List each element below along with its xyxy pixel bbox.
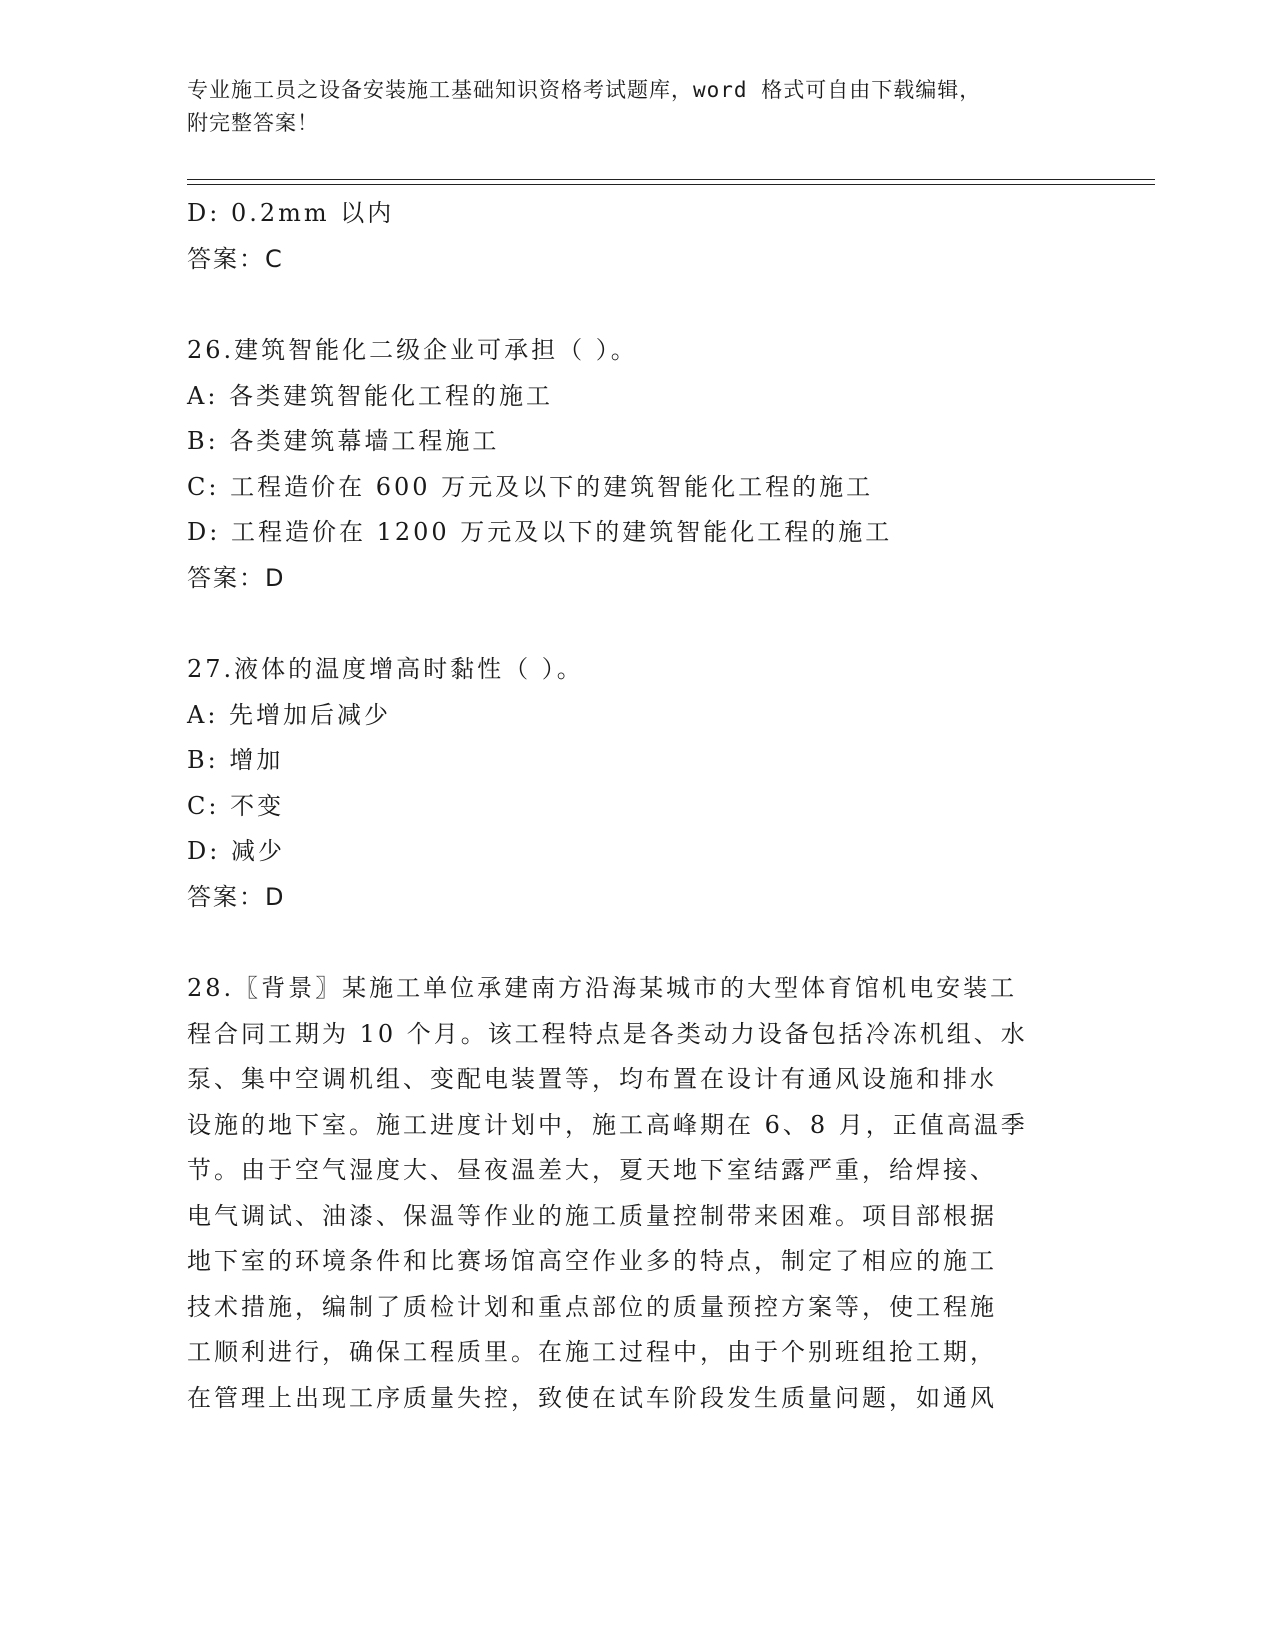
header-line-2: 附完整答案！	[187, 111, 319, 135]
question-stem: 26.建筑智能化二级企业可承担（ ）。	[187, 336, 638, 364]
answer-line: 答案：C	[187, 244, 284, 273]
option-d: D: 减少	[187, 837, 285, 865]
question-stem: 27.液体的温度增高时黏性（ ）。	[187, 655, 584, 683]
question-28	[187, 966, 1087, 1421]
answer-line: 答案：D	[187, 563, 286, 592]
paragraph-line: 泵、集中空调机组、变配电装置等，均布置在设计有通风设施和排水	[187, 1065, 997, 1093]
spacer	[187, 920, 1087, 966]
spacer	[187, 282, 1087, 328]
paragraph-line: 在管理上出现工序质量失控，致使在试车阶段发生质量问题，如通风	[187, 1383, 997, 1412]
option-c: C: 不变	[187, 791, 285, 820]
paragraph-line: 电气调试、油漆、保温等作业的施工质量控制带来困难。项目部根据	[187, 1201, 997, 1230]
header-divider-bottom	[187, 184, 1155, 185]
question-25-tail	[187, 191, 1087, 282]
question-26	[187, 328, 1087, 601]
paragraph-line: 节。由于空气湿度大、昼夜温差大，夏天地下室结露严重，给焊接、	[187, 1156, 997, 1184]
answer-line: 答案：D	[187, 882, 286, 911]
option-b: B: 各类建筑幕墙工程施工	[187, 427, 500, 455]
question-27	[187, 647, 1087, 920]
option-a: A: 各类建筑智能化工程的施工	[187, 381, 554, 410]
option-d: D: 工程造价在 1200 万元及以下的建筑智能化工程的施工	[187, 518, 893, 546]
paragraph-line: 工顺利进行，确保工程质里。在施工过程中，由于个别班组抢工期，	[187, 1338, 997, 1366]
option-a: A: 先增加后减少	[187, 700, 392, 729]
document-header	[187, 74, 1087, 140]
paragraph-line: 技术措施，编制了质检计划和重点部位的质量预控方案等，使工程施	[187, 1292, 997, 1321]
option-d: D: 0.2mm 以内	[187, 199, 395, 227]
document-body	[187, 191, 1087, 1421]
spacer	[187, 601, 1087, 647]
paragraph-line: 28.〖背景〗某施工单位承建南方沿海某城市的大型体育馆机电安装工	[187, 974, 1018, 1002]
header-line-1: 专业施工员之设备安装施工基础知识资格考试题库，word 格式可自由下载编辑，	[187, 78, 982, 102]
paragraph-line: 地下室的环境条件和比赛场馆高空作业多的特点，制定了相应的施工	[187, 1247, 997, 1275]
option-c: C: 工程造价在 600 万元及以下的建筑智能化工程的施工	[187, 472, 874, 501]
paragraph-line: 设施的地下室。施工进度计划中，施工高峰期在 6、8 月，正值高温季	[187, 1110, 1028, 1139]
paragraph-line: 程合同工期为 10 个月。该工程特点是各类动力设备包括冷冻机组、水	[187, 1019, 1028, 1048]
header-divider-top	[187, 179, 1155, 180]
option-b: B: 增加	[187, 746, 284, 774]
